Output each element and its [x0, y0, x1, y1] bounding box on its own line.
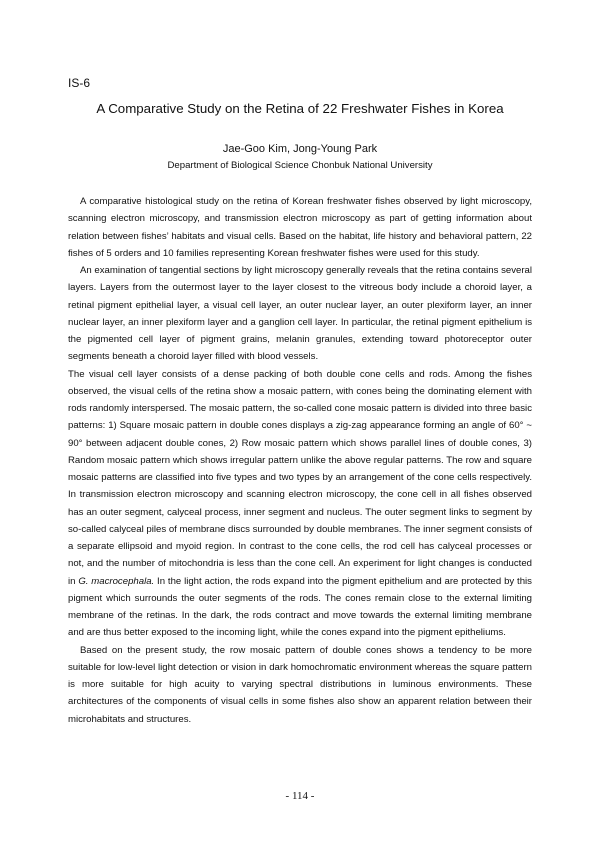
author-list: Jae-Goo Kim, Jong-Young Park — [222, 143, 378, 155]
session-code: IS-6 — [68, 76, 91, 90]
paragraph-visual-cells-text-continued: In the light action, the rods expand into the pigment epithelium and are protected by this pigment which surrounds the outer segments of the rods. The cones remain close to the external limiting membrane of the retinas. In the dark, the rods contract and move towards the external limiting membrane and are thus better exposed to the incoming light, while the cones expand into the pigment epitheliums. — [68, 575, 532, 639]
species-name: G. macrocephala. — [78, 575, 155, 587]
abstract-body — [68, 193, 532, 728]
paragraph-visual-cells-text: The visual cell layer consists of a dense packing of both double cone cells and rods. Among the fishes observed, the visual cells of the retina show a mosaic pattern, with cones being the dominating element with rods randomly interspersed. The mosaic pattern, the so-called cone mosaic pattern is divided into three basic patterns: 1) Square mosaic pattern in double cones displays a zig-zag appearance forming an angle of 60° ~ 90° between adjacent double cones, 2) Row mosaic pattern which shows parallel lines of double cones, 3) Random mosaic pattern which shows irregular pattern unlike the above regular patterns. The row and square mosaic patterns are classified into five types and two types by an arrangement of the cone cells respectively. In transmission electron microscopy and scanning electron microscopy, the cone cell in all fishes observed has an outer segment, calyceal process, inner segment and nucleus. The outer segment links to segment by so-called calyceal piles of membrane discs surrounded by double membranes. The inner segment consists of a separate ellipsoid and myoid region. In contrast to the cone cells, the rod cell has calyceal processes or not, and the number of mitochondria is less than the cone cell. An experiment for light changes is conducted in — [68, 368, 532, 587]
page-number: - 114 - — [285, 790, 315, 802]
paper-title: A Comparative Study on the Retina of 22 Freshwater Fishes in Korea — [96, 101, 504, 116]
paragraph-conclusion: Based on the present study, the row mosaic pattern of double cones shows a tendency to be more suitable for low-level light detection or vision in dark homochromatic environment whereas the square pattern is more suitable for high acuity to varying spectral distributions in luminous environments. These architectures of the components of visual cells in some fishes also show an apparent relation between their microhabitats and structures. — [68, 644, 532, 725]
paragraph-visual-cells — [68, 366, 532, 642]
paragraph-introduction: A comparative histological study on the retina of Korean freshwater fishes observed by light microscopy, scanning electron microscopy, and transmission electron microscopy as part of getting information about relation between fishes’ habitats and visual cells. Based on the habitat, life history and behavioral pattern, 22 fishes of 5 orders and 10 families representing Korean freshwater fishes were used for this study. — [68, 196, 532, 259]
author-affiliation: Department of Biological Science Chonbuk National University — [167, 160, 433, 171]
paragraph-retina-layers: An examination of tangential sections by light microscopy generally reveals that the retina contains several layers. Layers from the outermost layer to the layer closest to the vitreous body include a choroid layer, a retinal pigment epithelial layer, a visual cell layer, an outer nuclear layer, an outer plexiform layer, an inner nuclear layer, an inner plexiform layer and a ganglion cell layer. In particular, the retinal pigment epithelium is the pigmented cell layer of pigment grains, melanin granules, extending toward photoreceptor outer segments beneath a choroid layer filled with blood vessels. — [68, 265, 532, 363]
